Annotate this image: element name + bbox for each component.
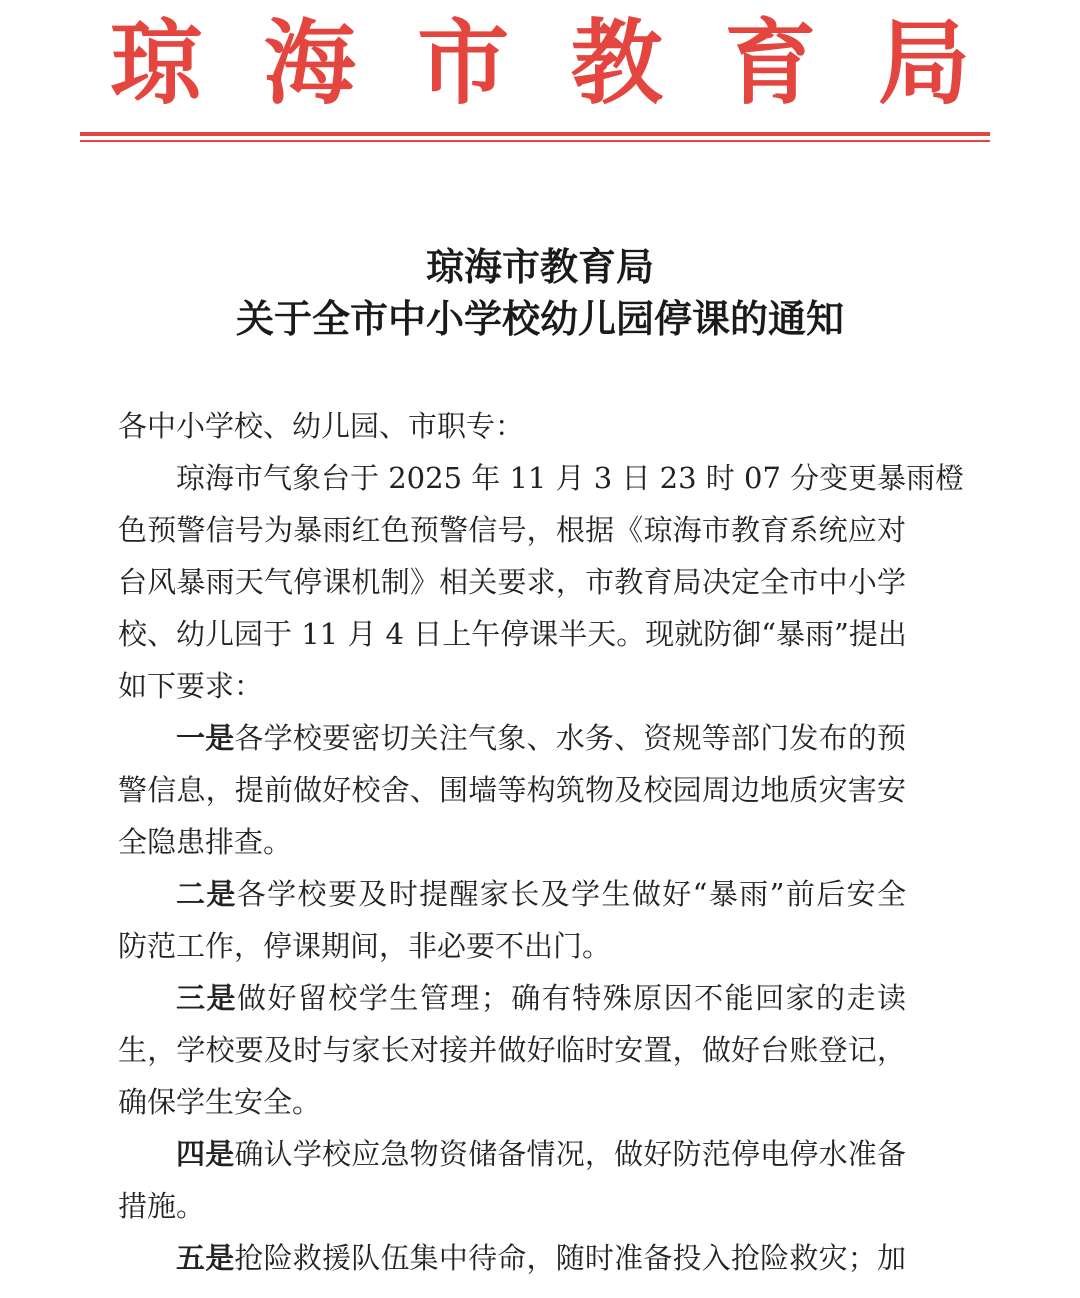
paragraph-line: 确保学生安全。 <box>118 1085 322 1119</box>
document-title-line-1: 琼海市教育局 <box>425 244 654 289</box>
paragraph-line: 如下要求： <box>118 669 264 703</box>
letterhead-rule-thick <box>80 132 990 136</box>
paragraph-line: 防范工作，停课期间，非必要不出门。 <box>118 929 612 963</box>
paragraph-line: 琼海市气象台于 2025 年 11 月 3 日 23 时 07 分变更暴雨橙 <box>176 461 965 495</box>
paragraph-line <box>118 868 906 920</box>
paragraph-line <box>118 972 906 1024</box>
paragraph-lead: 一是 <box>176 721 235 755</box>
paragraph-4 <box>118 972 906 1128</box>
paragraph-line: 措施。 <box>118 1189 206 1223</box>
paragraph-line: 全隐患排查。 <box>118 825 293 859</box>
paragraph-line-text: 各学校要及时提醒家长及学生做好“暴雨”前后安全 <box>236 877 906 911</box>
paragraph-line <box>118 1128 906 1180</box>
paragraph-1 <box>118 452 965 712</box>
paragraph-line-text: 做好留校学生管理；确有特殊原因不能回家的走读 <box>236 981 906 1015</box>
paragraph-line: 生，学校要及时与家长对接并做好临时安置，做好台账登记， <box>118 1033 906 1067</box>
paragraph-line: 色预警信号为暴雨红色预警信号，根据《琼海市教育系统应对 <box>118 513 906 547</box>
paragraph-lead: 四是 <box>176 1137 235 1171</box>
paragraph-line-text: 抢险救援队伍集中待命，随时准备投入抢险救灾；加 <box>234 1241 906 1275</box>
paragraph-line-text: 确认学校应急物资储备情况，做好防范停电停水准备 <box>234 1137 906 1171</box>
letterhead-char: 市 <box>417 9 510 117</box>
paragraph-line <box>118 1232 906 1284</box>
paragraph-line: 警信息，提前做好校舍、围墙等构筑物及校园周边地质灾害安 <box>118 773 906 807</box>
letterhead-org-name <box>110 8 970 118</box>
paragraph-line: 台风暴雨天气停课机制》相关要求，市教育局决定全市中小学 <box>118 565 906 599</box>
paragraph-6 <box>118 1232 906 1284</box>
paragraph-lead: 五是 <box>176 1241 235 1275</box>
letterhead-char: 局 <box>877 9 970 117</box>
paragraph-3 <box>118 868 906 972</box>
paragraph-lead: 三是 <box>176 981 237 1015</box>
paragraph-lead: 二是 <box>176 877 237 911</box>
document-title-line-2: 关于全市中小学校幼儿园停课的通知 <box>235 296 844 341</box>
letterhead-char: 海 <box>263 9 356 117</box>
letterhead-char: 琼 <box>110 9 203 117</box>
letterhead-rule-thin <box>80 140 990 142</box>
paragraph-5 <box>118 1128 906 1232</box>
paragraph-2 <box>118 712 906 868</box>
letterhead-char: 育 <box>724 9 817 117</box>
paragraph-line <box>118 712 906 764</box>
salutation: 各中小学校、幼儿园、市职专： <box>118 409 525 443</box>
letterhead <box>0 0 1080 150</box>
letterhead-char: 教 <box>570 9 663 117</box>
paragraph-line-text: 各学校要密切关注气象、水务、资规等部门发布的预 <box>234 721 906 755</box>
paragraph-line: 校、幼儿园于 11 月 4 日上午停课半天。现就防御“暴雨”提出 <box>118 617 907 651</box>
